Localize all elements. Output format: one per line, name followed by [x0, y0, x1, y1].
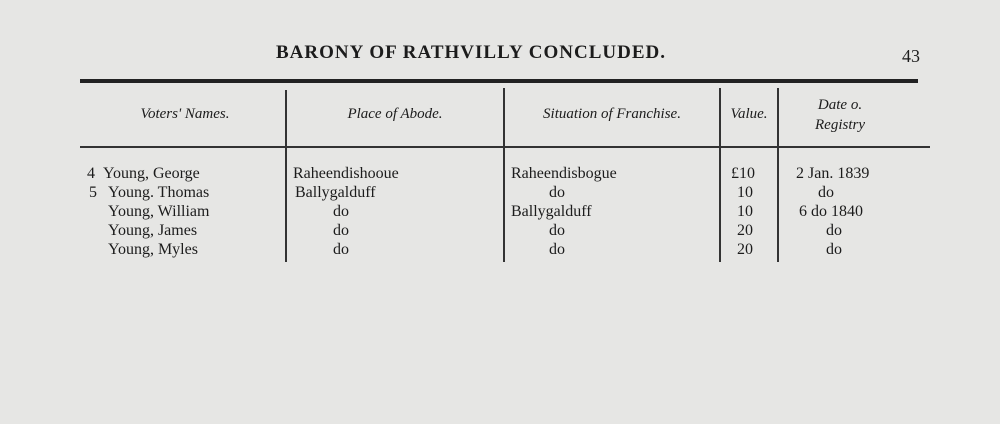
value: 20: [737, 241, 753, 258]
franchise-situation: Raheendisbogue: [511, 165, 617, 182]
place-of-abode: Ballygalduff: [295, 184, 376, 201]
value: 10: [737, 184, 753, 201]
header-place-of-abode: Place of Abode.: [347, 106, 443, 122]
registry-date: do: [826, 241, 842, 258]
top-rule: [80, 79, 918, 83]
place-of-abode: Raheendishooue: [293, 165, 399, 182]
place-of-abode: do: [333, 222, 349, 239]
registry-date: 6 do 1840: [799, 203, 863, 220]
row-number: 5: [89, 184, 97, 201]
value: 20: [737, 222, 753, 239]
divider-names-abode: [285, 90, 287, 262]
header-date-line2: Registry: [815, 117, 865, 133]
header-date-line1: Date o.: [817, 97, 863, 113]
row-number: 4: [87, 165, 95, 182]
value: £10: [731, 165, 755, 182]
franchise-situation: do: [549, 241, 565, 258]
page-number: 43: [902, 46, 920, 66]
header-situation-of-franchise: Situation of Franchise.: [543, 106, 681, 122]
voter-name: Young, George: [103, 165, 200, 182]
page-title: BARONY OF RATHVILLY CONCLUDED.: [276, 42, 666, 63]
voter-name: Young. Thomas: [108, 184, 210, 201]
divider-abode-franchise: [503, 88, 505, 262]
header-value: Value.: [730, 106, 768, 122]
place-of-abode: do: [333, 241, 349, 258]
franchise-situation: do: [549, 222, 565, 239]
header-voters-names: Voters' Names.: [140, 106, 230, 122]
place-of-abode: do: [333, 203, 349, 220]
franchise-situation: Ballygalduff: [511, 203, 592, 220]
voter-name: Young, James: [108, 222, 198, 239]
registry-date: do: [818, 184, 834, 201]
franchise-situation: do: [549, 184, 565, 201]
voter-name: Young, Myles: [108, 241, 198, 258]
divider-value-date: [777, 88, 779, 262]
registry-date: 2 Jan. 1839: [796, 165, 870, 182]
header-rule: [80, 146, 930, 148]
voter-name: Young, William: [108, 203, 210, 220]
value: 10: [737, 203, 753, 220]
registry-date: do: [826, 222, 842, 239]
